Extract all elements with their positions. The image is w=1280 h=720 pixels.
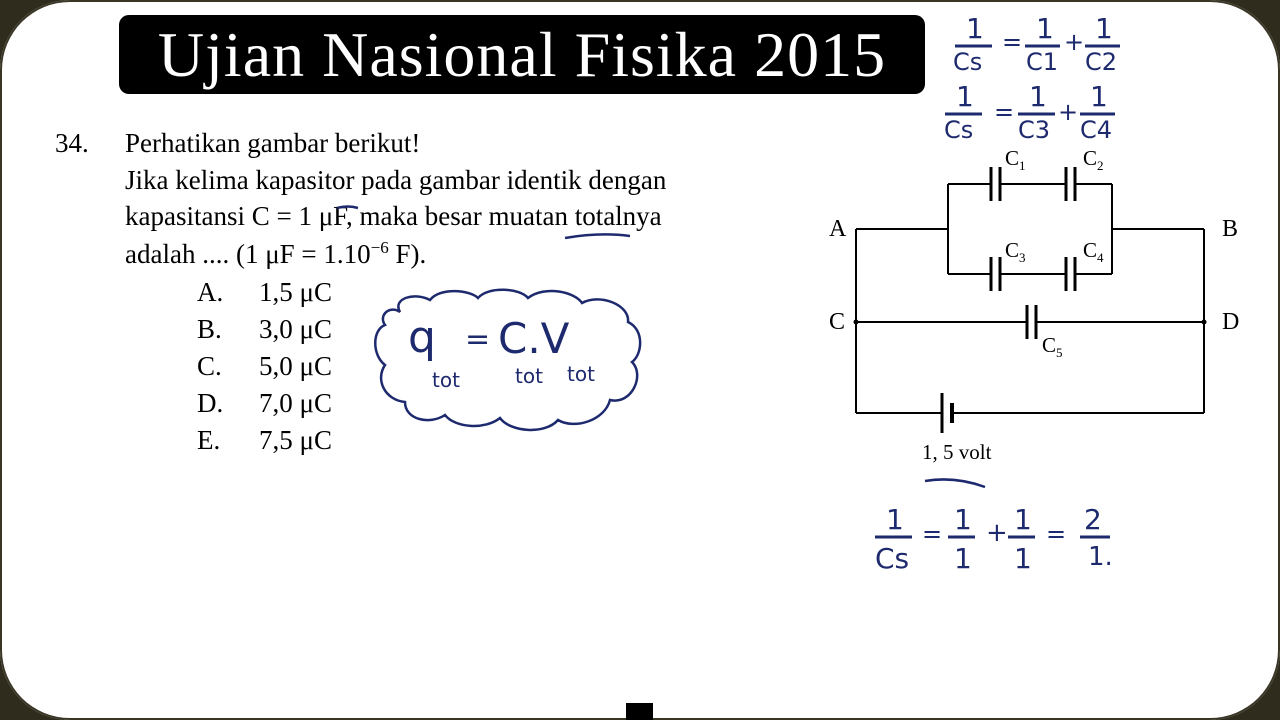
- hw-eq1-n2: 1: [1036, 12, 1054, 45]
- bottom-marker: [626, 703, 653, 720]
- hw-eq2-d2: C3: [1018, 116, 1051, 144]
- capacitor-subscript: 5: [1056, 345, 1063, 361]
- option-text: 7,5 μC: [259, 425, 332, 455]
- capacitor-subscript: 2: [1097, 158, 1104, 174]
- circuit-wires: [856, 184, 1204, 413]
- option-letter: D.: [197, 388, 224, 418]
- hw-eq3-n3: 1: [1014, 503, 1032, 536]
- hw-eq1-d1: Cs: [953, 48, 983, 76]
- node-label-a: A: [829, 216, 847, 242]
- option-letter: B.: [197, 314, 222, 344]
- exponent: −6: [370, 238, 389, 257]
- hw-eq2-eq: =: [994, 98, 1015, 126]
- hw-eq2-n3: 1: [1090, 80, 1108, 113]
- hw-eq1-n3: 1: [1095, 12, 1113, 45]
- capacitor-subscript: 4: [1097, 250, 1104, 266]
- capacitor-label-c4: [1083, 238, 1104, 266]
- hw-eq3-plus: +: [986, 518, 1008, 548]
- question-number: 34.: [55, 128, 89, 158]
- capacitor-subscript: 1: [1019, 158, 1026, 174]
- hw-eq1-n1: 1: [966, 12, 984, 45]
- capacitor-letter: C: [1083, 238, 1098, 262]
- hw-eq1-d3: C2: [1085, 48, 1118, 76]
- hw-eq3-d3: 1: [1014, 542, 1032, 575]
- hw-eq3-eq1: =: [922, 520, 943, 548]
- hw-cv: C.V: [498, 314, 570, 363]
- option-text: 5,0 μC: [259, 351, 332, 381]
- hw-sub-tot-2: tot: [515, 364, 543, 388]
- capacitor-label-c3: [1005, 238, 1026, 266]
- hw-eq2-d3: C4: [1080, 116, 1113, 144]
- option-text: 3,0 μC: [259, 314, 332, 344]
- question-line-1: Perhatikan gambar berikut!: [125, 128, 421, 158]
- hw-eq3-d1: Cs: [875, 542, 910, 575]
- capacitor-subscript: 3: [1019, 250, 1026, 266]
- underline-muatan: [565, 234, 630, 238]
- underline-battery: [925, 479, 985, 487]
- hw-sub-tot-1: tot: [432, 368, 460, 392]
- option-letter: E.: [197, 425, 221, 455]
- capacitor-plates: [942, 167, 1075, 433]
- question-line-4-end: F).: [388, 239, 427, 269]
- option-letter: A.: [197, 277, 224, 307]
- hw-equals: =: [465, 322, 491, 357]
- capacitor-letter: C: [1042, 333, 1057, 357]
- hw-eq2-n2: 1: [1029, 80, 1047, 113]
- question-line-2: Jika kelima kapasitor pada gambar identik dengan: [125, 165, 667, 195]
- hw-eq2-n1: 1: [956, 80, 974, 113]
- question-line-4-text: adalah .... (1 μF = 1.10: [125, 239, 371, 269]
- capacitor-letter: C: [1005, 146, 1020, 170]
- capacitor-label-c2: [1083, 146, 1104, 174]
- hw-eq1-plus: +: [1064, 28, 1085, 56]
- hw-eq3-d2: 1: [954, 542, 972, 575]
- option-text: 7,0 μC: [259, 388, 332, 418]
- hw-eq3-n2: 1: [954, 503, 972, 536]
- underline-mu: [337, 207, 358, 209]
- question-line-3: kapasitansi C = 1 μF, maka besar muatan totalnya: [125, 201, 662, 231]
- capacitor-letter: C: [1083, 146, 1098, 170]
- capacitor-label-c5: [1042, 333, 1063, 361]
- hw-eq1-d2: C1: [1026, 48, 1059, 76]
- page-title: Ujian Nasional Fisika 2015: [119, 15, 925, 94]
- node-label-d: D: [1222, 309, 1240, 335]
- hw-eq3-n4: 2: [1084, 503, 1102, 536]
- node-label-c: C: [829, 309, 846, 335]
- hw-eq2-plus: +: [1058, 98, 1079, 126]
- hw-eq2-d1: Cs: [944, 116, 974, 144]
- hw-q: q: [408, 312, 436, 363]
- hw-eq3-eq2: =: [1046, 520, 1067, 548]
- hw-eq3-n1: 1: [886, 503, 904, 536]
- node-label-b: B: [1222, 216, 1239, 242]
- hw-eq1-eq: =: [1002, 28, 1023, 56]
- capacitor-letter: C: [1005, 238, 1020, 262]
- capacitor-label-c1: [1005, 146, 1026, 174]
- battery-label: 1, 5 volt: [922, 440, 992, 464]
- option-letter: C.: [197, 351, 222, 381]
- hw-sub-tot-3: tot: [567, 362, 595, 386]
- hw-eq3-d4: 1.: [1088, 542, 1113, 572]
- option-text: 1,5 μC: [259, 277, 332, 307]
